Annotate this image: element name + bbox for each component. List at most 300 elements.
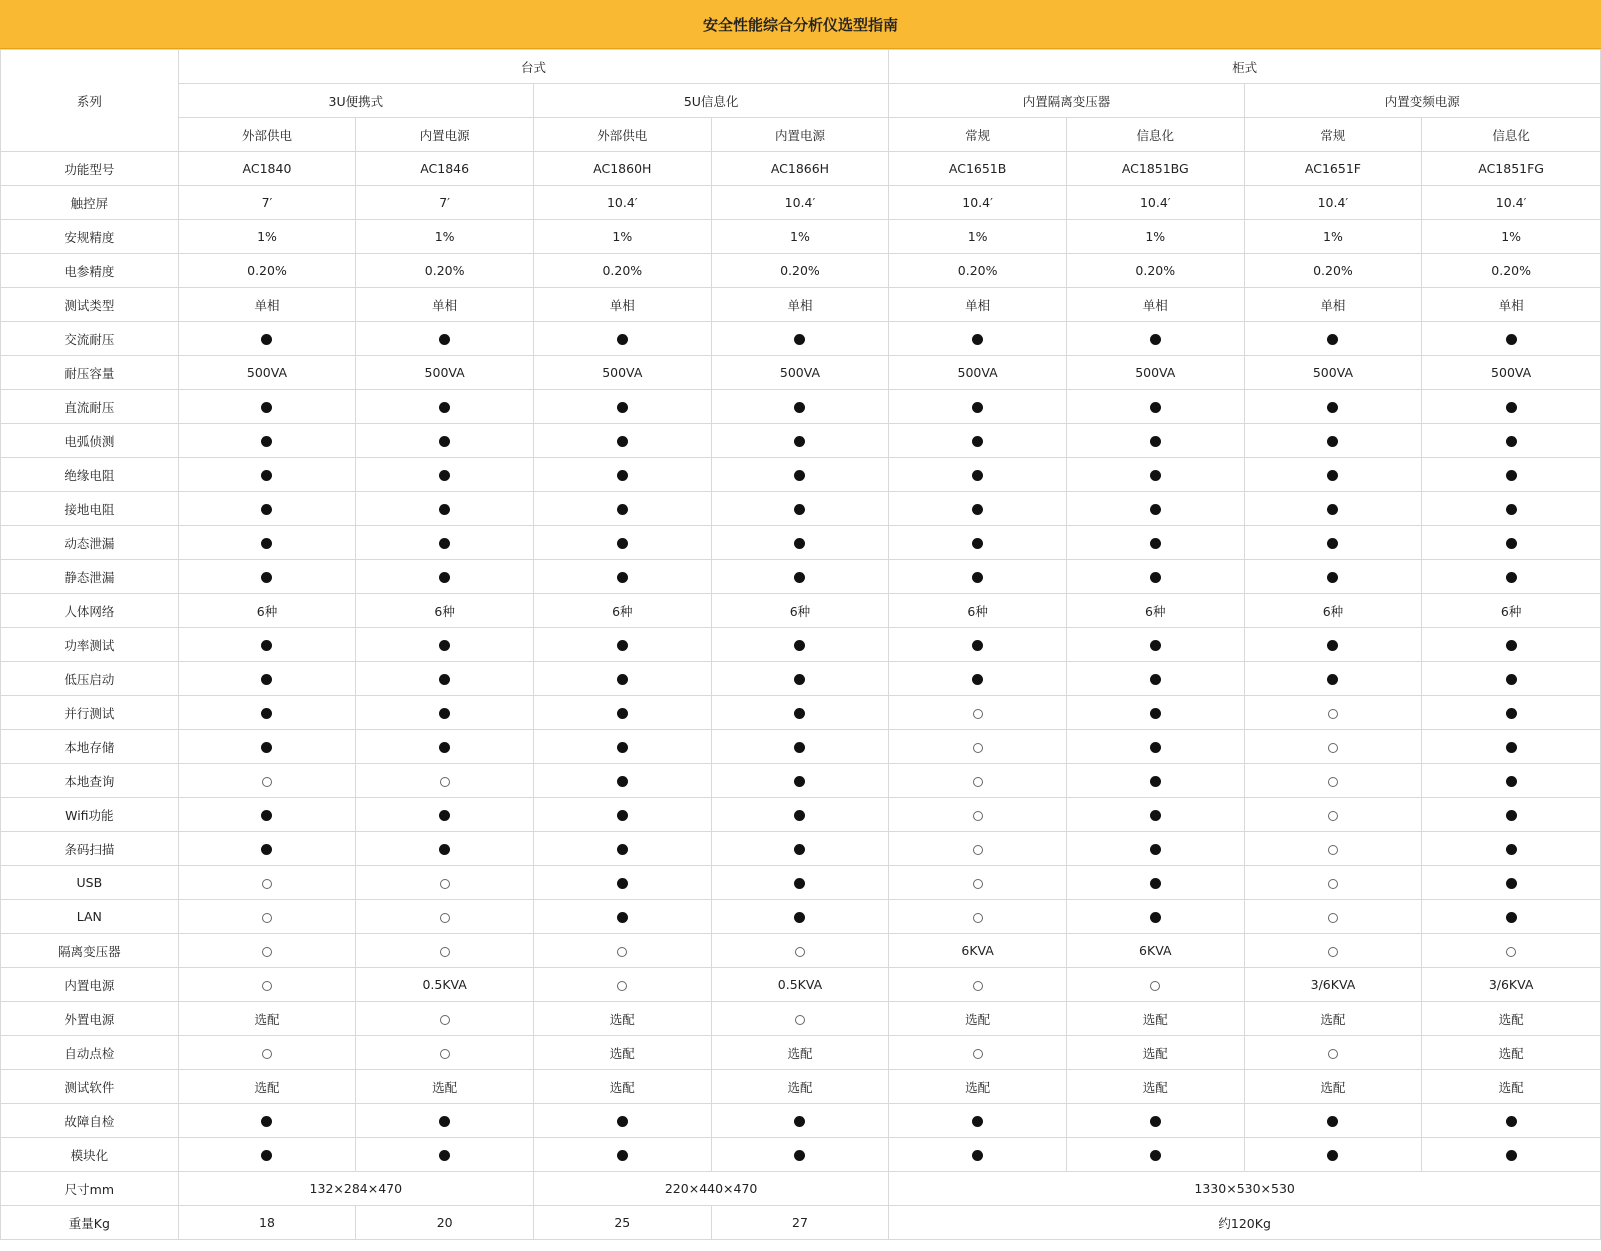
supported-dot-icon bbox=[972, 674, 983, 685]
table-cell bbox=[1422, 492, 1601, 526]
table-cell: 500VA bbox=[356, 356, 534, 390]
table-cell: AC1866H bbox=[711, 152, 889, 186]
weight-label: 重量Kg bbox=[1, 1206, 179, 1240]
supported-dot-icon bbox=[439, 674, 450, 685]
table-cell bbox=[1066, 560, 1244, 594]
supported-dot-icon bbox=[1327, 436, 1338, 447]
variant-header: 外部供电 bbox=[178, 118, 356, 152]
supported-dot-icon bbox=[1150, 810, 1161, 821]
variant-header: 外部供电 bbox=[533, 118, 711, 152]
table-cell: 6种 bbox=[711, 594, 889, 628]
table-cell: 10.4′ bbox=[533, 186, 711, 220]
table-row bbox=[1, 322, 1601, 356]
table-cell bbox=[1422, 730, 1601, 764]
table-cell bbox=[1422, 1104, 1601, 1138]
supported-dot-icon bbox=[794, 844, 805, 855]
table-cell bbox=[533, 492, 711, 526]
supported-dot-icon bbox=[261, 538, 272, 549]
supported-dot-icon bbox=[261, 844, 272, 855]
supported-dot-icon bbox=[794, 912, 805, 923]
table-cell bbox=[178, 934, 356, 968]
subgroup-5u-info: 5U信息化 bbox=[533, 84, 888, 118]
row-label: 功能型号 bbox=[1, 152, 179, 186]
table-cell bbox=[1244, 1104, 1422, 1138]
table-cell bbox=[533, 526, 711, 560]
unsupported-circle-icon bbox=[1506, 947, 1516, 957]
table-cell: 3/6KVA bbox=[1422, 968, 1601, 1002]
supported-dot-icon bbox=[617, 776, 628, 787]
size-row bbox=[1, 1172, 1601, 1206]
table-cell: AC1851BG bbox=[1066, 152, 1244, 186]
table-cell: 单相 bbox=[356, 288, 534, 322]
table-cell bbox=[1422, 798, 1601, 832]
row-label: 接地电阻 bbox=[1, 492, 179, 526]
supported-dot-icon bbox=[794, 742, 805, 753]
table-cell bbox=[1244, 1036, 1422, 1070]
supported-dot-icon bbox=[439, 436, 450, 447]
supported-dot-icon bbox=[1150, 1150, 1161, 1161]
table-cell bbox=[1244, 526, 1422, 560]
unsupported-circle-icon bbox=[973, 811, 983, 821]
table-cell bbox=[889, 968, 1067, 1002]
supported-dot-icon bbox=[439, 572, 450, 583]
table-cell bbox=[533, 696, 711, 730]
table-cell: AC1846 bbox=[356, 152, 534, 186]
table-row bbox=[1, 288, 1601, 322]
supported-dot-icon bbox=[439, 334, 450, 345]
table-cell: 500VA bbox=[1066, 356, 1244, 390]
table-cell bbox=[1422, 560, 1601, 594]
row-label: 动态泄漏 bbox=[1, 526, 179, 560]
table-cell bbox=[356, 798, 534, 832]
unsupported-circle-icon bbox=[262, 981, 272, 991]
supported-dot-icon bbox=[617, 470, 628, 481]
table-cell bbox=[178, 424, 356, 458]
unsupported-circle-icon bbox=[262, 1049, 272, 1059]
weight-value: 18 bbox=[178, 1206, 356, 1240]
table-row bbox=[1, 560, 1601, 594]
row-label: 本地查询 bbox=[1, 764, 179, 798]
unsupported-circle-icon bbox=[973, 1049, 983, 1059]
supported-dot-icon bbox=[617, 912, 628, 923]
table-cell: 选配 bbox=[356, 1070, 534, 1104]
table-cell bbox=[1244, 764, 1422, 798]
table-cell bbox=[1244, 798, 1422, 832]
unsupported-circle-icon bbox=[1328, 709, 1338, 719]
table-row bbox=[1, 662, 1601, 696]
supported-dot-icon bbox=[972, 538, 983, 549]
supported-dot-icon bbox=[972, 402, 983, 413]
supported-dot-icon bbox=[1150, 402, 1161, 413]
table-cell bbox=[1244, 934, 1422, 968]
table-cell bbox=[1066, 730, 1244, 764]
table-cell bbox=[178, 1036, 356, 1070]
table-cell: 500VA bbox=[178, 356, 356, 390]
row-label: 交流耐压 bbox=[1, 322, 179, 356]
table-cell bbox=[1422, 526, 1601, 560]
supported-dot-icon bbox=[1327, 402, 1338, 413]
table-cell: 选配 bbox=[533, 1036, 711, 1070]
row-label: 条码扫描 bbox=[1, 832, 179, 866]
table-row bbox=[1, 934, 1601, 968]
table-cell: 7′ bbox=[356, 186, 534, 220]
table-cell bbox=[1244, 866, 1422, 900]
table-cell bbox=[356, 458, 534, 492]
table-cell: 500VA bbox=[1244, 356, 1422, 390]
supported-dot-icon bbox=[439, 1116, 450, 1127]
supported-dot-icon bbox=[794, 470, 805, 481]
supported-dot-icon bbox=[1327, 504, 1338, 515]
unsupported-circle-icon bbox=[973, 981, 983, 991]
table-cell bbox=[356, 1104, 534, 1138]
supported-dot-icon bbox=[1506, 708, 1517, 719]
table-cell bbox=[1244, 458, 1422, 492]
subgroup-vf-power: 内置变频电源 bbox=[1244, 84, 1600, 118]
table-cell bbox=[533, 934, 711, 968]
table-cell bbox=[889, 628, 1067, 662]
supported-dot-icon bbox=[261, 504, 272, 515]
weight-value: 27 bbox=[711, 1206, 889, 1240]
table-cell bbox=[1244, 492, 1422, 526]
table-cell bbox=[1244, 696, 1422, 730]
table-cell bbox=[533, 390, 711, 424]
table-cell bbox=[889, 1104, 1067, 1138]
table-cell bbox=[1244, 730, 1422, 764]
supported-dot-icon bbox=[1150, 504, 1161, 515]
size-label: 尺寸mm bbox=[1, 1172, 179, 1206]
weight-row bbox=[1, 1206, 1601, 1240]
unsupported-circle-icon bbox=[1328, 879, 1338, 889]
supported-dot-icon bbox=[261, 640, 272, 651]
supported-dot-icon bbox=[1150, 742, 1161, 753]
table-cell: 选配 bbox=[1066, 1036, 1244, 1070]
table-cell: 选配 bbox=[711, 1070, 889, 1104]
unsupported-circle-icon bbox=[440, 1015, 450, 1025]
supported-dot-icon bbox=[617, 538, 628, 549]
table-cell bbox=[178, 764, 356, 798]
table-cell: 1% bbox=[1244, 220, 1422, 254]
table-cell: 3/6KVA bbox=[1244, 968, 1422, 1002]
table-row bbox=[1, 458, 1601, 492]
supported-dot-icon bbox=[1150, 538, 1161, 549]
unsupported-circle-icon bbox=[440, 777, 450, 787]
table-row bbox=[1, 1070, 1601, 1104]
table-cell bbox=[356, 1138, 534, 1172]
table-row bbox=[1, 594, 1601, 628]
table-cell: 6种 bbox=[1066, 594, 1244, 628]
table-cell bbox=[711, 424, 889, 458]
table-cell: 选配 bbox=[533, 1002, 711, 1036]
supported-dot-icon bbox=[1506, 538, 1517, 549]
supported-dot-icon bbox=[439, 640, 450, 651]
table-cell bbox=[356, 560, 534, 594]
table-cell bbox=[533, 628, 711, 662]
table-cell bbox=[711, 560, 889, 594]
table-cell bbox=[711, 696, 889, 730]
supported-dot-icon bbox=[1150, 912, 1161, 923]
table-cell: 10.4′ bbox=[711, 186, 889, 220]
supported-dot-icon bbox=[1506, 844, 1517, 855]
supported-dot-icon bbox=[1506, 470, 1517, 481]
table-cell bbox=[1066, 798, 1244, 832]
supported-dot-icon bbox=[972, 334, 983, 345]
table-cell bbox=[889, 390, 1067, 424]
spec-table bbox=[0, 49, 1601, 1240]
header-row-variants bbox=[1, 118, 1601, 152]
table-cell bbox=[1066, 662, 1244, 696]
table-cell: 0.5KVA bbox=[356, 968, 534, 1002]
table-cell bbox=[178, 968, 356, 1002]
page-title: 安全性能综合分析仪选型指南 bbox=[0, 0, 1601, 49]
table-cell: 0.20% bbox=[356, 254, 534, 288]
supported-dot-icon bbox=[1150, 878, 1161, 889]
table-cell bbox=[711, 934, 889, 968]
table-cell bbox=[1422, 866, 1601, 900]
table-row bbox=[1, 390, 1601, 424]
table-cell: 1% bbox=[1422, 220, 1601, 254]
table-cell: 选配 bbox=[1244, 1002, 1422, 1036]
table-cell bbox=[178, 628, 356, 662]
table-cell bbox=[1244, 900, 1422, 934]
table-cell: 选配 bbox=[1066, 1070, 1244, 1104]
table-cell bbox=[356, 492, 534, 526]
unsupported-circle-icon bbox=[1328, 743, 1338, 753]
unsupported-circle-icon bbox=[973, 845, 983, 855]
table-cell bbox=[1066, 1138, 1244, 1172]
supported-dot-icon bbox=[261, 810, 272, 821]
supported-dot-icon bbox=[1327, 470, 1338, 481]
supported-dot-icon bbox=[972, 436, 983, 447]
table-cell: 1% bbox=[178, 220, 356, 254]
supported-dot-icon bbox=[261, 708, 272, 719]
unsupported-circle-icon bbox=[262, 879, 272, 889]
row-label: 触控屏 bbox=[1, 186, 179, 220]
supported-dot-icon bbox=[1327, 674, 1338, 685]
table-row bbox=[1, 866, 1601, 900]
table-cell: AC1651F bbox=[1244, 152, 1422, 186]
table-cell bbox=[1066, 696, 1244, 730]
series-label: 系列 bbox=[1, 50, 179, 152]
variant-header: 内置电源 bbox=[711, 118, 889, 152]
table-cell bbox=[1066, 492, 1244, 526]
row-label: 并行测试 bbox=[1, 696, 179, 730]
supported-dot-icon bbox=[972, 1116, 983, 1127]
table-cell bbox=[889, 322, 1067, 356]
group-cabinet: 柜式 bbox=[889, 50, 1601, 84]
table-cell bbox=[1066, 526, 1244, 560]
table-cell bbox=[889, 764, 1067, 798]
supported-dot-icon bbox=[1150, 640, 1161, 651]
unsupported-circle-icon bbox=[1328, 947, 1338, 957]
weight-value: 25 bbox=[533, 1206, 711, 1240]
supported-dot-icon bbox=[1150, 1116, 1161, 1127]
table-cell: 单相 bbox=[178, 288, 356, 322]
table-cell bbox=[1066, 322, 1244, 356]
row-label: 自动点检 bbox=[1, 1036, 179, 1070]
table-row bbox=[1, 832, 1601, 866]
unsupported-circle-icon bbox=[617, 981, 627, 991]
supported-dot-icon bbox=[439, 402, 450, 413]
table-cell bbox=[889, 458, 1067, 492]
table-cell bbox=[1422, 628, 1601, 662]
table-cell: 1% bbox=[1066, 220, 1244, 254]
supported-dot-icon bbox=[794, 402, 805, 413]
row-label: 内置电源 bbox=[1, 968, 179, 1002]
table-cell bbox=[1066, 424, 1244, 458]
variant-header: 常规 bbox=[889, 118, 1067, 152]
table-row bbox=[1, 730, 1601, 764]
table-cell: 选配 bbox=[889, 1002, 1067, 1036]
supported-dot-icon bbox=[794, 1116, 805, 1127]
table-cell: 单相 bbox=[1422, 288, 1601, 322]
table-cell bbox=[711, 526, 889, 560]
variant-header: 信息化 bbox=[1422, 118, 1601, 152]
row-label: 模块化 bbox=[1, 1138, 179, 1172]
supported-dot-icon bbox=[1506, 776, 1517, 787]
table-cell: 选配 bbox=[1422, 1036, 1601, 1070]
table-cell: 0.20% bbox=[178, 254, 356, 288]
table-cell: 0.20% bbox=[1422, 254, 1601, 288]
table-cell bbox=[533, 322, 711, 356]
table-cell bbox=[711, 1002, 889, 1036]
supported-dot-icon bbox=[794, 674, 805, 685]
table-cell bbox=[178, 798, 356, 832]
table-row bbox=[1, 492, 1601, 526]
supported-dot-icon bbox=[1506, 810, 1517, 821]
supported-dot-icon bbox=[794, 1150, 805, 1161]
unsupported-circle-icon bbox=[262, 777, 272, 787]
table-cell: 10.4′ bbox=[1066, 186, 1244, 220]
row-label: 直流耐压 bbox=[1, 390, 179, 424]
row-label: USB bbox=[1, 866, 179, 900]
supported-dot-icon bbox=[794, 776, 805, 787]
supported-dot-icon bbox=[617, 1116, 628, 1127]
table-cell bbox=[1066, 1104, 1244, 1138]
unsupported-circle-icon bbox=[795, 1015, 805, 1025]
unsupported-circle-icon bbox=[440, 947, 450, 957]
table-cell: 10.4′ bbox=[889, 186, 1067, 220]
table-cell bbox=[178, 900, 356, 934]
row-label: 低压启动 bbox=[1, 662, 179, 696]
table-cell bbox=[1422, 424, 1601, 458]
table-cell: 500VA bbox=[533, 356, 711, 390]
supported-dot-icon bbox=[617, 334, 628, 345]
table-cell: 0.20% bbox=[711, 254, 889, 288]
variant-header: 信息化 bbox=[1066, 118, 1244, 152]
table-cell bbox=[711, 900, 889, 934]
table-cell bbox=[356, 832, 534, 866]
supported-dot-icon bbox=[261, 572, 272, 583]
table-cell: 0.20% bbox=[889, 254, 1067, 288]
table-cell: 选配 bbox=[1244, 1070, 1422, 1104]
table-row bbox=[1, 968, 1601, 1002]
table-cell bbox=[1422, 390, 1601, 424]
unsupported-circle-icon bbox=[1328, 811, 1338, 821]
unsupported-circle-icon bbox=[440, 879, 450, 889]
subgroup-isolation-transformer: 内置隔离变压器 bbox=[889, 84, 1244, 118]
table-cell bbox=[889, 866, 1067, 900]
supported-dot-icon bbox=[439, 742, 450, 753]
supported-dot-icon bbox=[439, 844, 450, 855]
supported-dot-icon bbox=[439, 470, 450, 481]
row-label: 耐压容量 bbox=[1, 356, 179, 390]
table-cell bbox=[1066, 390, 1244, 424]
row-label: 人体网络 bbox=[1, 594, 179, 628]
supported-dot-icon bbox=[1506, 504, 1517, 515]
table-cell bbox=[356, 322, 534, 356]
table-cell bbox=[533, 1138, 711, 1172]
table-cell: 选配 bbox=[178, 1070, 356, 1104]
variant-header: 常规 bbox=[1244, 118, 1422, 152]
table-cell bbox=[356, 390, 534, 424]
table-cell bbox=[711, 390, 889, 424]
table-cell: 6种 bbox=[178, 594, 356, 628]
table-cell bbox=[711, 798, 889, 832]
table-cell bbox=[533, 968, 711, 1002]
supported-dot-icon bbox=[439, 708, 450, 719]
supported-dot-icon bbox=[794, 810, 805, 821]
table-cell bbox=[178, 1104, 356, 1138]
table-cell bbox=[1244, 832, 1422, 866]
table-cell: 0.5KVA bbox=[711, 968, 889, 1002]
table-cell bbox=[1422, 662, 1601, 696]
row-label: 外置电源 bbox=[1, 1002, 179, 1036]
row-label: 电弧侦测 bbox=[1, 424, 179, 458]
table-cell: 选配 bbox=[889, 1070, 1067, 1104]
table-cell bbox=[533, 424, 711, 458]
table-cell bbox=[1066, 832, 1244, 866]
supported-dot-icon bbox=[617, 436, 628, 447]
table-cell bbox=[1066, 764, 1244, 798]
variant-header: 内置电源 bbox=[356, 118, 534, 152]
table-cell bbox=[356, 764, 534, 798]
table-cell bbox=[889, 696, 1067, 730]
header-row-subgroups bbox=[1, 84, 1601, 118]
unsupported-circle-icon bbox=[440, 913, 450, 923]
table-cell bbox=[356, 662, 534, 696]
table-cell bbox=[711, 458, 889, 492]
unsupported-circle-icon bbox=[440, 1049, 450, 1059]
table-cell bbox=[178, 730, 356, 764]
table-cell: 6种 bbox=[356, 594, 534, 628]
table-row bbox=[1, 1036, 1601, 1070]
supported-dot-icon bbox=[1150, 572, 1161, 583]
table-cell: 0.20% bbox=[533, 254, 711, 288]
table-cell bbox=[1422, 696, 1601, 730]
row-label: 隔离变压器 bbox=[1, 934, 179, 968]
row-label: 安规精度 bbox=[1, 220, 179, 254]
supported-dot-icon bbox=[617, 878, 628, 889]
table-cell bbox=[178, 662, 356, 696]
row-label: 测试软件 bbox=[1, 1070, 179, 1104]
unsupported-circle-icon bbox=[262, 913, 272, 923]
table-cell bbox=[889, 730, 1067, 764]
table-cell bbox=[1244, 322, 1422, 356]
table-cell bbox=[356, 1002, 534, 1036]
table-cell bbox=[889, 832, 1067, 866]
table-cell bbox=[889, 424, 1067, 458]
table-cell bbox=[356, 934, 534, 968]
table-cell bbox=[1422, 458, 1601, 492]
table-cell bbox=[356, 866, 534, 900]
supported-dot-icon bbox=[794, 538, 805, 549]
table-cell: 1% bbox=[356, 220, 534, 254]
table-cell: 单相 bbox=[711, 288, 889, 322]
table-cell: 6种 bbox=[533, 594, 711, 628]
table-cell: AC1651B bbox=[889, 152, 1067, 186]
supported-dot-icon bbox=[794, 436, 805, 447]
table-cell bbox=[889, 526, 1067, 560]
